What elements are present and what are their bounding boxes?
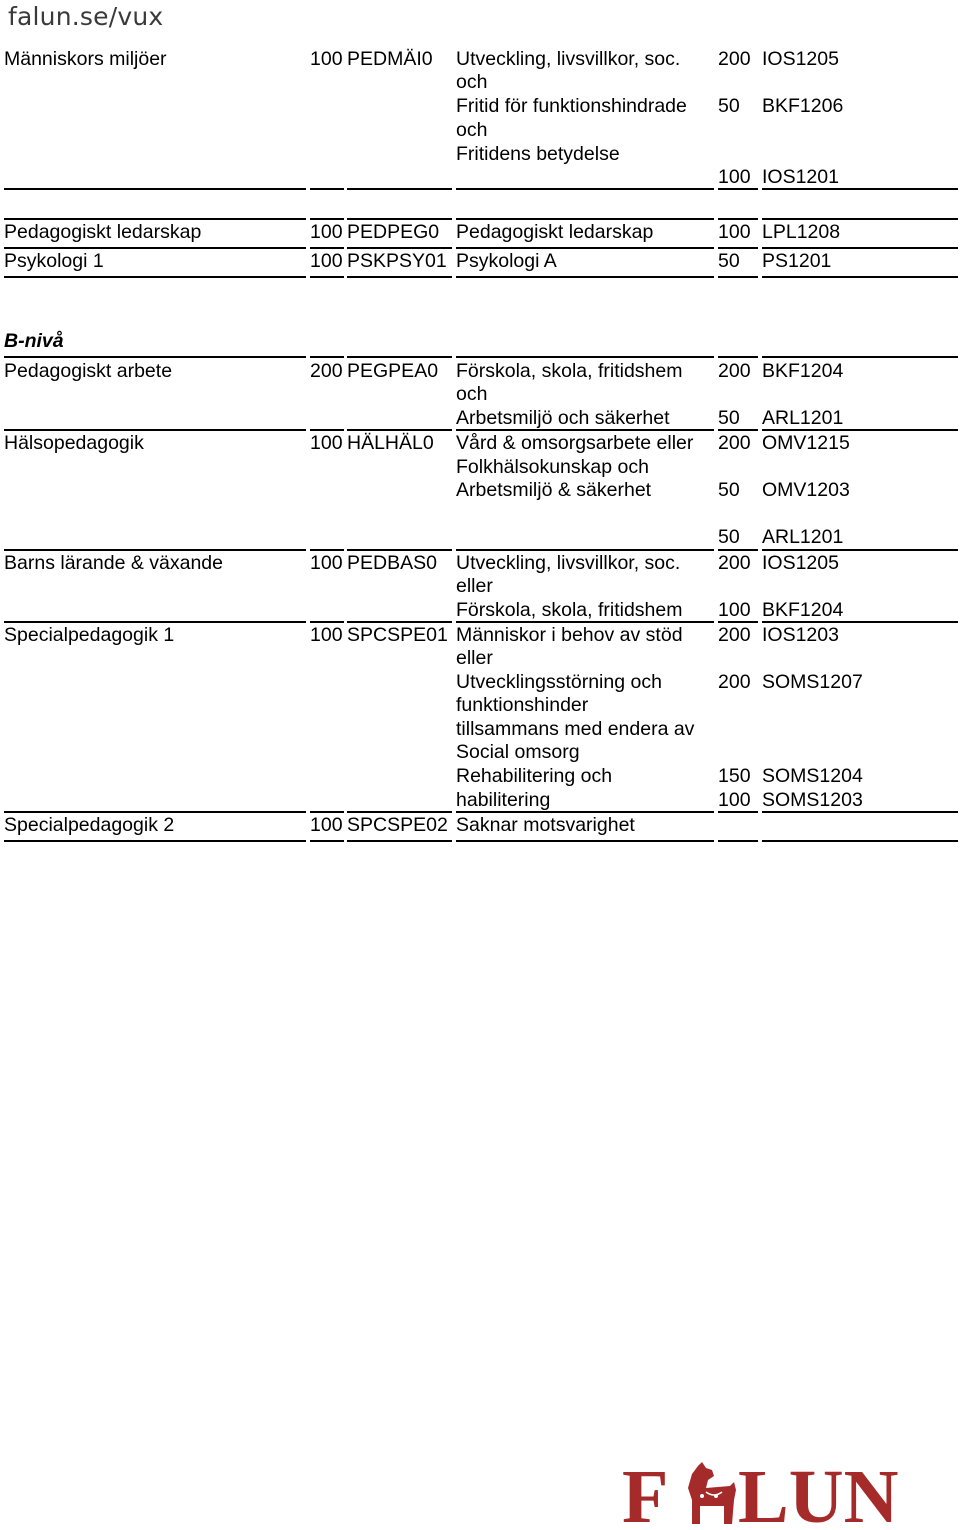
- row-divider: [4, 218, 306, 220]
- course-name: Barns lärande & växande: [4, 552, 223, 574]
- row-divider: [310, 276, 344, 278]
- equivalent-course-name: Förskola, skola, fritidshem: [456, 360, 683, 382]
- course-points: 100: [310, 48, 343, 70]
- row-divider: [4, 549, 306, 551]
- row-divider: [4, 247, 306, 249]
- equivalent-points: 100: [718, 599, 751, 621]
- row-divider: [347, 840, 452, 842]
- row-divider: [762, 840, 958, 842]
- equivalent-course-name: Saknar motsvarighet: [456, 814, 635, 836]
- course-points: 100: [310, 624, 343, 646]
- falun-logo: [622, 1460, 944, 1526]
- course-name: Pedagogiskt arbete: [4, 360, 173, 382]
- row-divider: [718, 549, 758, 551]
- site-url: falun.se/vux: [8, 2, 164, 31]
- equivalent-points: 100: [718, 221, 751, 243]
- equivalent-points: 50: [718, 479, 740, 501]
- equivalent-code: ARL1201: [762, 526, 844, 548]
- row-divider: [456, 811, 714, 813]
- row-divider: [718, 218, 758, 220]
- row-divider: [310, 356, 344, 358]
- equivalent-course-name: Förskola, skola, fritidshem: [456, 599, 683, 621]
- equivalent-code: SOMS1203: [762, 789, 863, 811]
- row-divider: [347, 621, 452, 623]
- course-points: 100: [310, 432, 343, 454]
- equivalent-course-name: Utveckling, livsvillkor, soc.: [456, 48, 681, 70]
- row-divider: [456, 840, 714, 842]
- row-divider: [456, 356, 714, 358]
- equivalent-points: 50: [718, 407, 740, 429]
- dala-horse-icon: [688, 1462, 736, 1524]
- equivalent-course-name: Rehabilitering och: [456, 765, 613, 787]
- row-divider: [310, 218, 344, 220]
- logo-letter-f: F: [622, 1460, 669, 1526]
- course-code: PEDMÄI0: [347, 48, 433, 70]
- row-divider: [762, 549, 958, 551]
- course-name: Psykologi 1: [4, 250, 104, 272]
- equivalent-points: 200: [718, 360, 751, 382]
- row-divider: [456, 429, 714, 431]
- row-divider: [347, 356, 452, 358]
- equivalent-course-name: och: [456, 383, 488, 405]
- row-divider: [456, 276, 714, 278]
- equivalent-points: 100: [718, 789, 751, 811]
- row-divider: [310, 811, 344, 813]
- course-points: 100: [310, 250, 343, 272]
- equivalent-course-name: Fritid för funktionshindrade: [456, 95, 687, 117]
- equivalent-course-name: Pedagogiskt ledarskap: [456, 221, 654, 243]
- course-points: 200: [310, 360, 343, 382]
- equivalent-course-name: och: [456, 71, 488, 93]
- row-divider: [347, 429, 452, 431]
- course-code: PEDPEG0: [347, 221, 440, 243]
- equivalent-course-name: Psykologi A: [456, 250, 557, 272]
- equivalent-course-name: Människor i behov av stöd: [456, 624, 683, 646]
- row-divider: [4, 811, 306, 813]
- row-divider: [718, 188, 758, 190]
- equivalent-code: LPL1208: [762, 221, 841, 243]
- section-heading: B-nivå: [4, 330, 64, 352]
- course-code: PSKPSY01: [347, 250, 447, 272]
- row-divider: [762, 621, 958, 623]
- row-divider: [456, 188, 714, 190]
- equivalent-points: 200: [718, 552, 751, 574]
- row-divider: [762, 247, 958, 249]
- equivalent-points: 50: [718, 526, 740, 548]
- equivalent-code: BKF1204: [762, 360, 844, 382]
- equivalent-points: 200: [718, 671, 751, 693]
- row-divider: [310, 188, 344, 190]
- row-divider: [310, 549, 344, 551]
- row-divider: [347, 247, 452, 249]
- row-divider: [310, 247, 344, 249]
- equivalent-points: 200: [718, 432, 751, 454]
- equivalent-code: SOMS1204: [762, 765, 863, 787]
- equivalent-course-name: och: [456, 119, 488, 141]
- row-divider: [762, 356, 958, 358]
- equivalent-course-name: Utveckling, livsvillkor, soc.: [456, 552, 681, 574]
- equivalent-code: PS1201: [762, 250, 832, 272]
- row-divider: [347, 549, 452, 551]
- row-divider: [4, 621, 306, 623]
- equivalent-code: IOS1205: [762, 48, 839, 70]
- equivalent-course-name: eller: [456, 647, 493, 669]
- equivalent-course-name: Arbetsmiljö & säkerhet: [456, 479, 652, 501]
- row-divider: [456, 549, 714, 551]
- course-name: Hälsopedagogik: [4, 432, 144, 454]
- row-divider: [4, 276, 306, 278]
- equivalent-course-name: Vård & omsorgsarbete eller: [456, 432, 694, 454]
- row-divider: [762, 429, 958, 431]
- row-divider: [4, 188, 306, 190]
- row-divider: [718, 429, 758, 431]
- row-divider: [718, 247, 758, 249]
- equivalent-points: 200: [718, 48, 751, 70]
- row-divider: [718, 840, 758, 842]
- equivalent-code: BKF1206: [762, 95, 844, 117]
- row-divider: [347, 276, 452, 278]
- course-code: PEDBAS0: [347, 552, 437, 574]
- equivalent-course-name: Fritidens betydelse: [456, 143, 620, 165]
- equivalent-course-name: Folkhälsokunskap och: [456, 456, 649, 478]
- equivalent-points: 100: [718, 166, 751, 188]
- course-code: SPCSPE01: [347, 624, 448, 646]
- row-divider: [347, 218, 452, 220]
- course-code: PEGPEA0: [347, 360, 439, 382]
- equivalent-points: 150: [718, 765, 751, 787]
- course-name: Specialpedagogik 2: [4, 814, 175, 836]
- row-divider: [4, 429, 306, 431]
- equivalent-course-name: Arbetsmiljö och säkerhet: [456, 407, 670, 429]
- row-divider: [310, 621, 344, 623]
- row-divider: [310, 840, 344, 842]
- row-divider: [4, 356, 306, 358]
- equivalent-course-name: Social omsorg: [456, 741, 580, 763]
- course-name: Pedagogiskt ledarskap: [4, 221, 202, 243]
- equivalent-code: OMV1215: [762, 432, 850, 454]
- row-divider: [718, 356, 758, 358]
- row-divider: [456, 247, 714, 249]
- equivalent-points: 50: [718, 250, 740, 272]
- row-divider: [4, 840, 306, 842]
- equivalent-code: BKF1204: [762, 599, 844, 621]
- equivalent-points: 200: [718, 624, 751, 646]
- row-divider: [456, 621, 714, 623]
- row-divider: [762, 218, 958, 220]
- course-points: 100: [310, 221, 343, 243]
- row-divider: [762, 276, 958, 278]
- equivalent-code: SOMS1207: [762, 671, 863, 693]
- equivalent-course-name: Utvecklingsstörning och: [456, 671, 662, 693]
- row-divider: [718, 276, 758, 278]
- row-divider: [718, 811, 758, 813]
- course-points: 100: [310, 814, 343, 836]
- row-divider: [310, 429, 344, 431]
- equivalent-code: IOS1203: [762, 624, 839, 646]
- row-divider: [347, 811, 452, 813]
- equivalent-course-name: eller: [456, 575, 493, 597]
- equivalent-code: OMV1203: [762, 479, 850, 501]
- row-divider: [762, 811, 958, 813]
- course-code: SPCSPE02: [347, 814, 448, 836]
- equivalent-points: 50: [718, 95, 740, 117]
- equivalent-course-name: tillsammans med endera av: [456, 718, 695, 740]
- course-points: 100: [310, 552, 343, 574]
- row-divider: [456, 218, 714, 220]
- equivalent-code: IOS1205: [762, 552, 839, 574]
- equivalent-course-name: habilitering: [456, 789, 551, 811]
- equivalent-code: IOS1201: [762, 166, 839, 188]
- row-divider: [762, 188, 958, 190]
- logo-letters-lun: LUN: [738, 1460, 899, 1526]
- course-code: HÄLHÄL0: [347, 432, 434, 454]
- course-name: Specialpedagogik 1: [4, 624, 175, 646]
- course-name: Människors miljöer: [4, 48, 167, 70]
- row-divider: [347, 188, 452, 190]
- equivalent-code: ARL1201: [762, 407, 844, 429]
- equivalent-course-name: funktionshinder: [456, 694, 589, 716]
- row-divider: [718, 621, 758, 623]
